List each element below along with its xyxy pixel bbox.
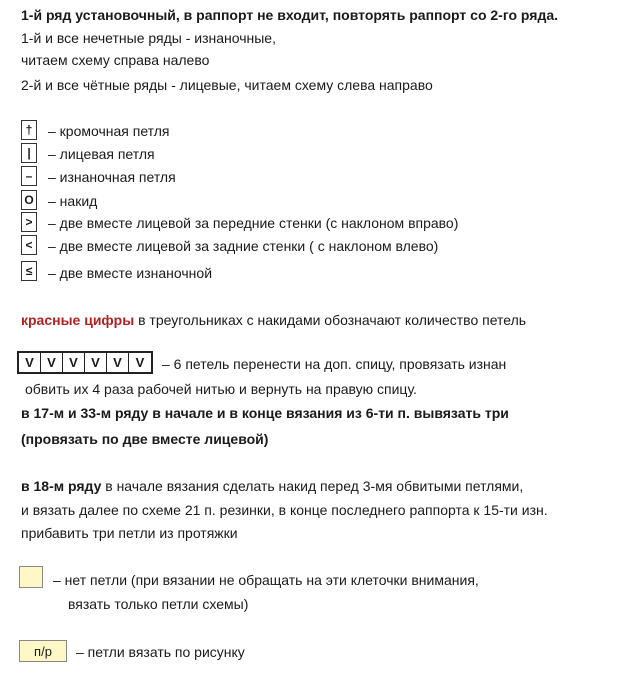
header-line-1: 1-й ряд установочный, в раппорт не входит, повторять раппорт со 2-го ряда. xyxy=(21,7,559,23)
red-numbers-rest: в треугольниках с накидами обозначают количество петель xyxy=(134,312,527,328)
legend-symbol-knit: | xyxy=(21,143,37,163)
v-cell: V xyxy=(41,353,63,372)
v-block-line-3: в 17-м и 33-м ряду в начале и в конце вязания из 6-ти п. вывязать три xyxy=(21,405,509,421)
legend-text-edge: – кромочная петля xyxy=(48,123,170,139)
legend-symbol-purl: – xyxy=(21,166,37,186)
legend-symbol-p2tog: ≤ xyxy=(21,261,37,281)
v-cell: V xyxy=(63,353,85,372)
row18-line-3: прибавить три петли из протяжки xyxy=(21,525,238,541)
no-stitch-line-1: – нет петли (при вязании не обращать на эти клеточки внимания, xyxy=(53,572,479,588)
legend-text-p2tog: – две вместе изнаночной xyxy=(48,265,213,281)
header-line-2: 1-й и все нечетные ряды - изнаночные, xyxy=(21,30,276,46)
legend-symbol-k2tog-right: > xyxy=(21,212,37,232)
header-line-4: 2-й и все чётные ряды - лицевые, читаем схему слева направо xyxy=(21,77,433,93)
row18-line-1-rest: в начале вязания сделать накид перед 3-мя обвитыми петлями, xyxy=(101,478,524,494)
legend-symbol-k2tog-left: < xyxy=(21,235,37,255)
v-block-line-2: обвить их 4 раза рабочей нитью и вернуть на правую спицу. xyxy=(25,381,417,397)
red-numbers-highlight: красные цифры xyxy=(21,312,135,328)
v-cell: V xyxy=(107,353,129,372)
v-cell: V xyxy=(135,355,145,370)
v-cell: V xyxy=(19,353,41,372)
v-block-line-1: – 6 петель перенести на доп. спицу, провязать изнан xyxy=(162,356,507,372)
legend-text-yarn-over: – накид xyxy=(48,193,98,209)
v-cell: V xyxy=(85,353,107,372)
pattern-text: – петли вязать по рисунку xyxy=(76,644,245,660)
v-stitch-row xyxy=(17,351,153,374)
red-numbers-note xyxy=(21,311,526,329)
legend-text-k2tog-left: – две вместе лицевой за задние стенки ( с наклоном влево) xyxy=(48,238,439,254)
legend-symbol-yarn-over: O xyxy=(21,190,37,210)
legend-symbol-edge: † xyxy=(21,120,37,140)
v-block-line-4: (провязать по две вместе лицевой) xyxy=(21,431,269,447)
legend-text-k2tog-right: – две вместе лицевой за передние стенки (с наклоном вправо) xyxy=(48,215,459,231)
row18-line-1 xyxy=(21,477,523,495)
legend-text-knit: – лицевая петля xyxy=(48,146,155,162)
row18-bold: в 18-м ряду xyxy=(21,478,102,494)
pattern-box: п/р xyxy=(19,640,67,662)
no-stitch-box xyxy=(19,566,43,588)
row18-line-2: и вязать далее по схеме 21 п. резинки, в конце последнего раппорта к 15-ти изн. xyxy=(21,502,548,518)
legend-text-purl: – изнаночная петля xyxy=(48,169,176,185)
no-stitch-line-2: вязать только петли схемы) xyxy=(68,596,249,612)
header-line-3: читаем схему справа налево xyxy=(21,52,210,68)
